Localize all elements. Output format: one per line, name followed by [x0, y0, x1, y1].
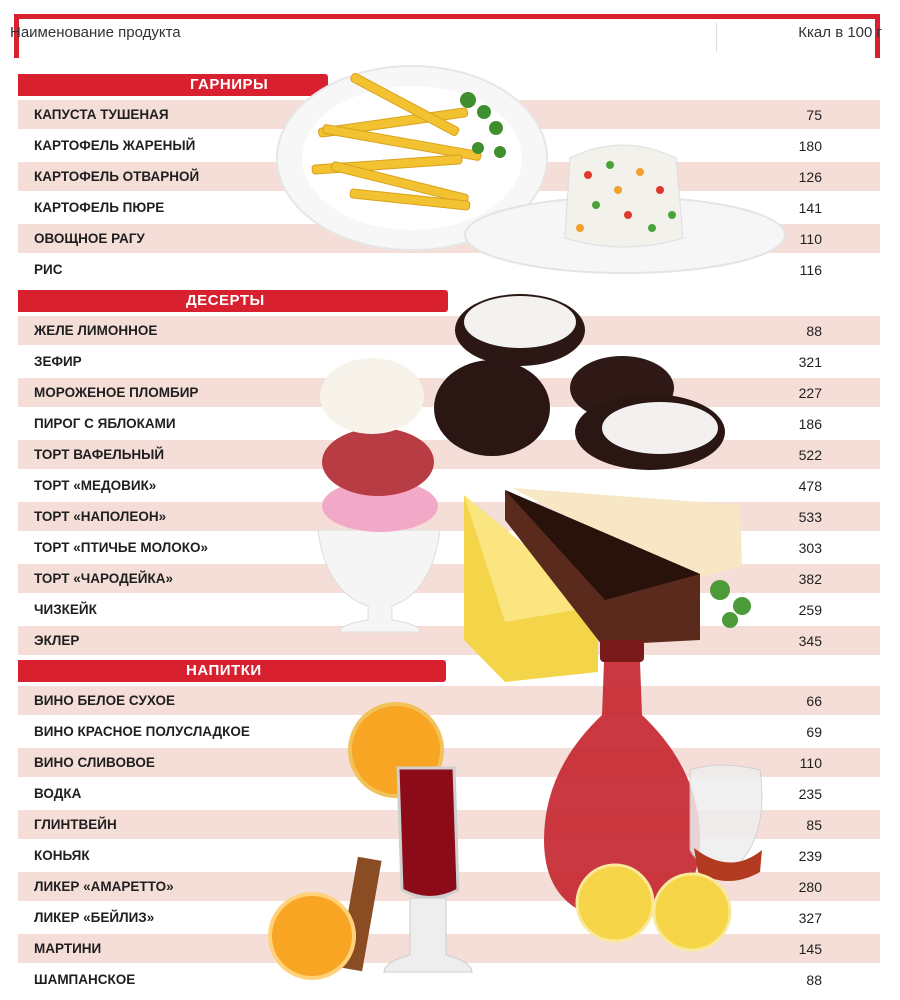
kcal-value: 345	[798, 633, 822, 649]
table-row	[18, 224, 880, 253]
kcal-value: 85	[806, 817, 822, 833]
table-row	[18, 595, 880, 624]
kcal-value: 116	[799, 262, 822, 278]
product-name: ТОРТ «МЕДОВИК»	[34, 478, 157, 493]
kcal-value: 186	[798, 416, 822, 432]
table-row	[18, 717, 880, 746]
table-row	[18, 779, 880, 808]
kcal-value: 280	[798, 879, 822, 895]
table-row	[18, 100, 880, 129]
table-row	[18, 316, 880, 345]
section-title: НАПИТКИ	[186, 662, 262, 679]
product-name: РИС	[34, 262, 63, 277]
kcal-value: 235	[798, 786, 822, 802]
product-name: ВИНО КРАСНОЕ ПОЛУСЛАДКОЕ	[34, 724, 250, 739]
kcal-value: 145	[798, 941, 822, 957]
product-name: ЛИКЕР «БЕЙЛИЗ»	[34, 910, 155, 925]
product-name: ЗЕФИР	[34, 354, 82, 369]
kcal-value: 141	[798, 200, 822, 216]
product-name: ЛИКЕР «АМАРЕТТО»	[34, 879, 174, 894]
column-header-name: Наименование продукта	[10, 24, 181, 41]
product-name: ПИРОГ С ЯБЛОКАМИ	[34, 416, 176, 431]
kcal-value: 88	[806, 323, 822, 339]
table-row	[18, 162, 880, 191]
product-name: КАРТОФЕЛЬ ОТВАРНОЙ	[34, 169, 200, 184]
kcal-value: 66	[806, 693, 822, 709]
table-row	[18, 255, 880, 284]
table-row	[18, 347, 880, 376]
product-name: КАРТОФЕЛЬ ЖАРЕНЫЙ	[34, 138, 196, 153]
kcal-value: 382	[798, 571, 822, 587]
product-name: ГЛИНТВЕЙН	[34, 817, 117, 832]
kcal-value: 69	[806, 724, 822, 740]
kcal-value: 259	[798, 602, 822, 618]
kcal-value: 110	[799, 755, 822, 771]
product-name: ТОРТ «ЧАРОДЕЙКА»	[34, 571, 173, 586]
product-name: КАПУСТА ТУШЕНАЯ	[34, 107, 169, 122]
kcal-value: 75	[806, 107, 822, 123]
table-row	[18, 471, 880, 500]
product-name: ОВОЩНОЕ РАГУ	[34, 231, 145, 246]
kcal-value: 303	[798, 540, 822, 556]
table-row	[18, 748, 880, 777]
table-row	[18, 440, 880, 469]
product-name: МАРТИНИ	[34, 941, 102, 956]
product-name: ТОРТ «НАПОЛЕОН»	[34, 509, 167, 524]
column-divider	[716, 22, 717, 52]
table-row	[18, 872, 880, 901]
product-name: ВОДКА	[34, 786, 82, 801]
section-bar-0	[18, 74, 328, 96]
kcal-value: 180	[798, 138, 822, 154]
product-name: МОРОЖЕНОЕ ПЛОМБИР	[34, 385, 199, 400]
column-header-kcal: Ккал в 100 г	[798, 24, 882, 41]
section-bar-2	[18, 660, 446, 682]
table-row	[18, 903, 880, 932]
section-bar-1	[18, 290, 448, 312]
product-name: ТОРТ «ПТИЧЬЕ МОЛОКО»	[34, 540, 208, 555]
product-name: ЖЕЛЕ ЛИМОННОЕ	[34, 323, 158, 338]
product-name: КАРТОФЕЛЬ ПЮРЕ	[34, 200, 165, 215]
table-row	[18, 533, 880, 562]
product-name: ЭКЛЕР	[34, 633, 80, 648]
kcal-value: 110	[799, 231, 822, 247]
table-row	[18, 564, 880, 593]
table-row	[18, 409, 880, 438]
product-name: ВИНО БЕЛОЕ СУХОЕ	[34, 693, 176, 708]
table-row	[18, 686, 880, 715]
kcal-value: 239	[798, 848, 822, 864]
table-row	[18, 626, 880, 655]
table-row	[18, 934, 880, 963]
kcal-value: 321	[798, 354, 822, 370]
section-title: ДЕСЕРТЫ	[186, 292, 265, 309]
table-row	[18, 502, 880, 531]
product-name: ВИНО СЛИВОВОЕ	[34, 755, 155, 770]
kcal-value: 478	[798, 478, 822, 494]
product-name: ТОРТ ВАФЕЛЬНЫЙ	[34, 447, 165, 462]
table-row	[18, 131, 880, 160]
kcal-value: 227	[798, 385, 822, 401]
kcal-value: 533	[798, 509, 822, 525]
product-name: КОНЬЯК	[34, 848, 90, 863]
kcal-value: 126	[798, 169, 822, 185]
section-title: ГАРНИРЫ	[190, 76, 269, 93]
product-name: ШАМПАНСКОЕ	[34, 972, 136, 987]
table-row	[18, 810, 880, 839]
table-row	[18, 378, 880, 407]
table-row	[18, 965, 880, 994]
kcal-value: 522	[798, 447, 822, 463]
kcal-value: 88	[806, 972, 822, 988]
table-row	[18, 193, 880, 222]
kcal-value: 327	[798, 910, 822, 926]
table-row	[18, 841, 880, 870]
product-name: ЧИЗКЕЙК	[34, 602, 97, 617]
